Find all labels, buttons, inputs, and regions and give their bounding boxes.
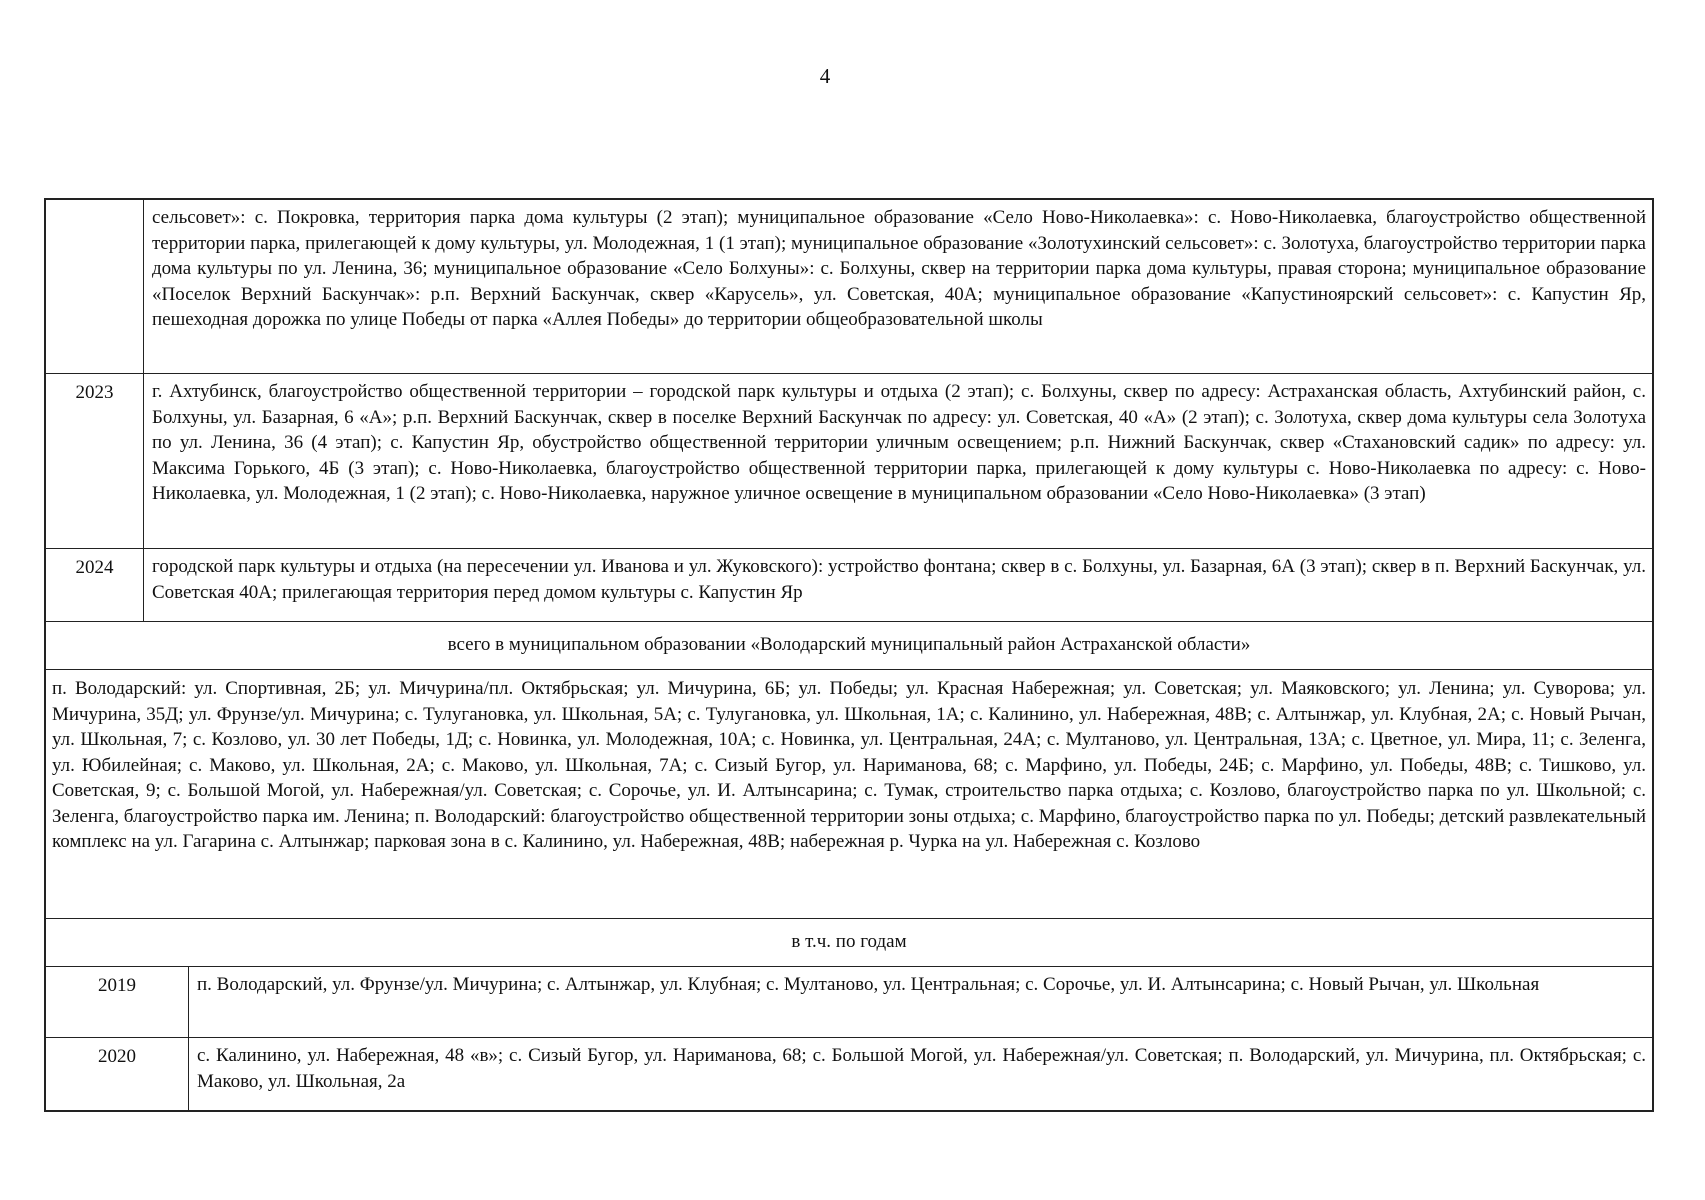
year-cell: 2024 [46, 549, 144, 621]
table-row [46, 374, 1652, 549]
territories-cell: городской парк культуры и отдыха (на пересечении ул. Иванова и ул. Жуковского): устройство фонтана; сквер в с. Болхуны, ул. Базарная, 6А (3 этап); сквер в п. Верхний Баскунчак, ул. Советская 40А; прилегающая территория перед домом культуры с. Капустин Яр [152, 556, 1646, 603]
table-row [46, 670, 1652, 919]
territories-cell: п. Володарский, ул. Фрунзе/ул. Мичурина; с. Алтынжар, ул. Клубная; с. Мултаново, ул. Центральная; с. Сорочье, ул. И. Алтынсарина; с. Новый Рычан, ул. Школьная [197, 974, 1540, 995]
table-row [46, 622, 1652, 670]
by-years-heading: в т.ч. по годам [791, 931, 907, 952]
table-row [46, 919, 1652, 967]
territories-cell: сельсовет»: с. Покровка, территория парка дома культуры (2 этап); муниципальное образование «Село Ново-Николаевка»: с. Ново-Николаевка, благоустройство общественной территории парка, прилегающей к дому культуры, ул. Молодежная, 1 (1 этап); муниципальное образование «Золотухинский сельсовет»: с. Золотуха, благоустройство территории парка дома культуры по ул. Ленина, 36; муниципальное образование «Село Болхуны»: с. Болхуны, сквер на территории парка дома культуры, правая сторона; муниципальное образование «Поселок Верхний Баскунчак»: р.п. Верхний Баскунчак, сквер «Карусель», ул. Советская, 40А; муниципальное образование «Капустиноярский сельсовет»: с. Капустин Яр, пешеходная дорожка по улице Победы от парка «Аллея Победы» до территории общеобразовательной школы [152, 207, 1646, 330]
year-cell: 2019 [46, 967, 189, 1037]
year-cell [46, 200, 144, 373]
year-cell: 2023 [46, 374, 144, 548]
program-table [44, 198, 1654, 1112]
year-cell: 2020 [46, 1038, 189, 1110]
district-heading: всего в муниципальном образовании «Володарский муниципальный район Астраханской области» [447, 634, 1251, 655]
table-row [46, 549, 1652, 622]
territories-cell: г. Ахтубинск, благоустройство общественной территории – городской парк культуры и отдыха (2 этап); с. Болхуны, сквер по адресу: Астраханская область, Ахтубинский район, с. Болхуны, ул. Базарная, 6 «А»; р.п. Верхний Баскунчак, сквер в поселке Верхний Баскунчак по адресу: ул. Советская, 40 «А» (2 этап); с. Золотуха, сквер дома культуры села Золотуха по ул. Ленина, 36 (4 этап); с. Капустин Яр, обустройство общественной территории уличным освещением; р.п. Нижний Баскунчак, сквер «Стахановский садик» по адресу: ул. Максима Горького, 4Б (3 этап); с. Ново-Николаевка, благоустройство общественной территории парка, прилегающей к дому культуры с. Ново-Николаевка по адресу: с. Ново-Николаевка, ул. Молодежная, 1 (2 этап); с. Ново-Николаевка, наружное уличное освещение в муниципальном образовании «Село Ново-Николаевка» (3 этап) [152, 381, 1646, 504]
table-row [46, 967, 1652, 1038]
district-territories-cell: п. Володарский: ул. Спортивная, 2Б; ул. Мичурина/пл. Октябрьская; ул. Мичурина, 6Б; ул. Победы; ул. Красная Набережная; ул. Советская; ул. Маяковского; ул. Ленина; ул. Суворова; ул. Мичурина, 35Д; ул. Фрунзе/ул. Мичурина; с. Тулугановка, ул. Школьная, 5А; с. Тулугановка, ул. Школьная, 1А; с. Калинино, ул. Набережная, 48В; с. Алтынжар, ул. Клубная, 2А; с. Новый Рычан, ул. Школьная, 7; с. Козлово, ул. 30 лет Победы, 1Д; с. Новинка, ул. Молодежная, 10А; с. Новинка, ул. Центральная, 24А; с. Мултаново, ул. Центральная, 13А; с. Цветное, ул. Мира, 11; с. Зеленга, ул. Юбилейная; с. Маково, ул. Школьная, 2А; с. Маково, ул. Школьная, 7А; с. Сизый Бугор, ул. Нариманова, 68; с. Марфино, ул. Победы, 24Б; с. Марфино, ул. Победы, 48В; с. Тишково, ул. Советская, 9; с. Большой Могой, ул. Набережная/ул. Советская; с. Сорочье, ул. И. Алтынсарина; с. Тумак, строительство парка отдыха; с. Козлово, благоустройство парка по ул. Школьной; с. Зеленга, благоустройство парка им. Ленина; п. Володарский: благоустройство общественной территории зоны отдыха; с. Марфино, благоустройство парка по ул. Победы; детский развлекательный комплекс на ул. Гагарина с. Алтынжар; парковая зона в с. Калинино, ул. Набережная, 48В; набережная р. Чурка на ул. Набережная с. Козлово [52, 678, 1646, 852]
territories-cell: с. Калинино, ул. Набережная, 48 «в»; с. Сизый Бугор, ул. Нариманова, 68; с. Большой Могой, ул. Набережная/ул. Советская; п. Володарский, ул. Мичурина, пл. Октябрьская; с. Маково, ул. Школьная, 2а [197, 1045, 1646, 1092]
page-number: 4 [819, 64, 831, 88]
table-row [46, 200, 1652, 374]
table-row [46, 1038, 1652, 1110]
